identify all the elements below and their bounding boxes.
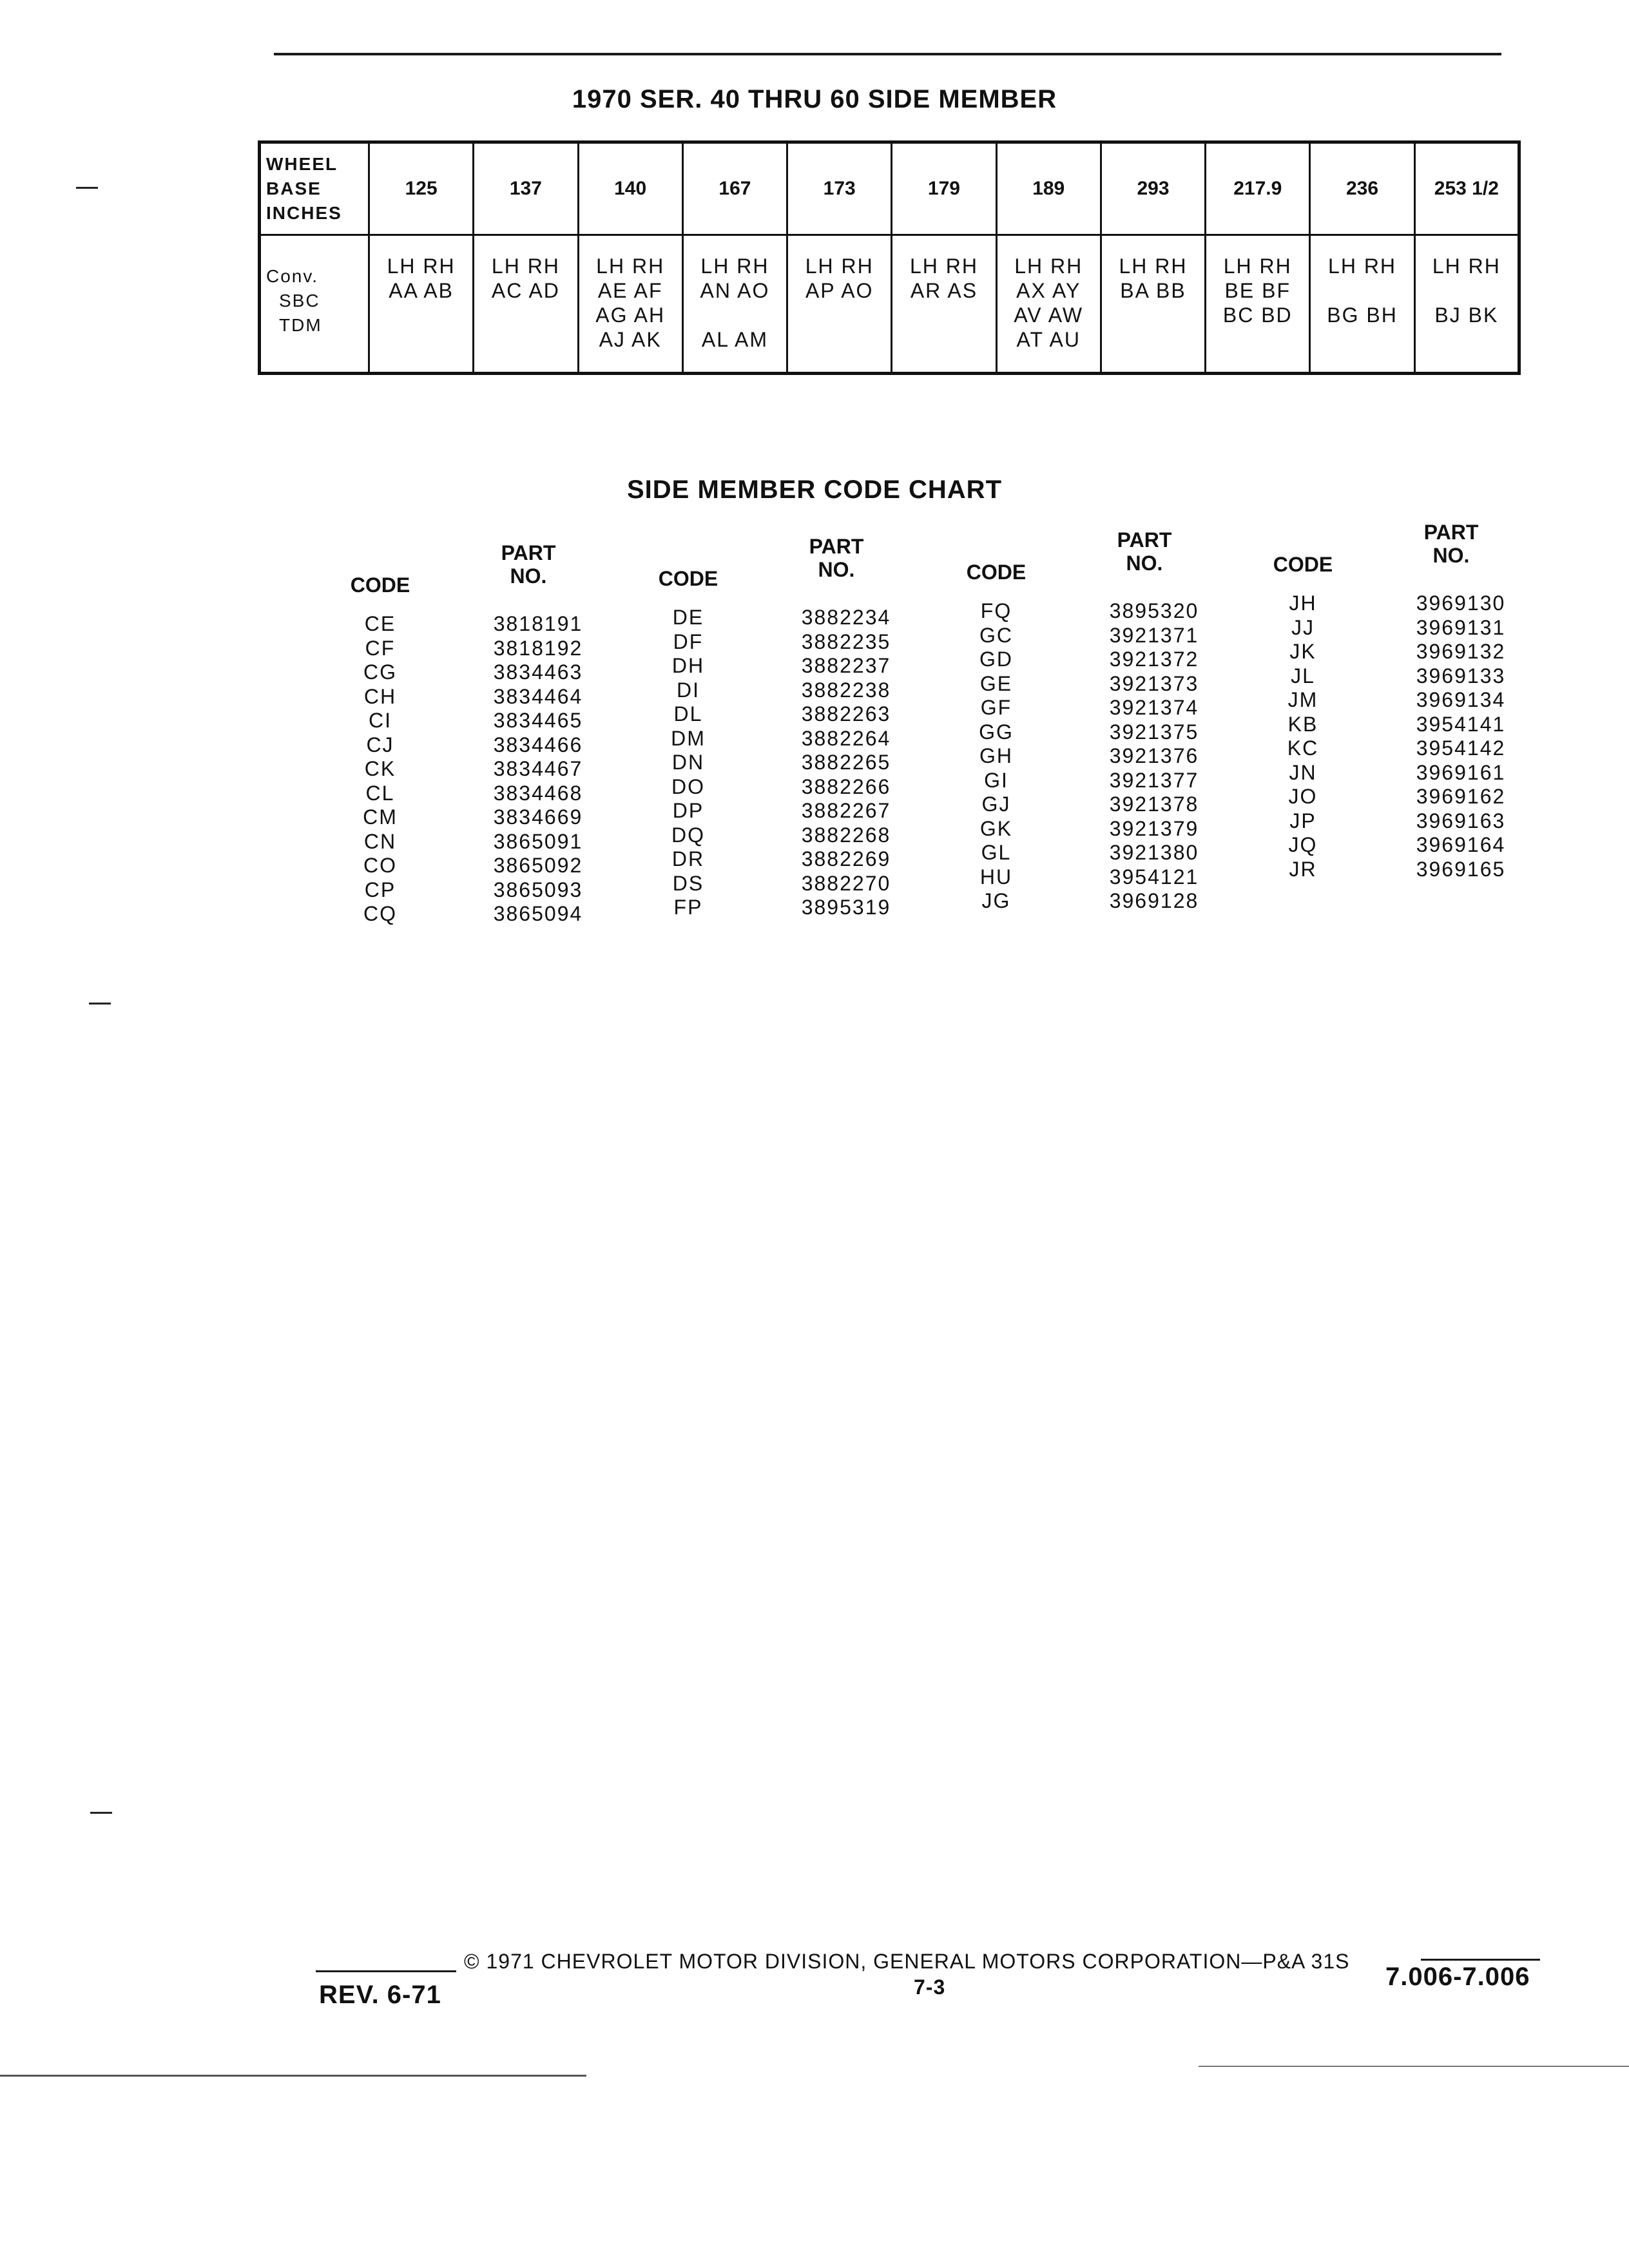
code-cell: LH RH AN AO AL AM xyxy=(682,235,787,374)
code-value: DH xyxy=(671,654,705,678)
section-number: 7.006-7.006 xyxy=(1385,1963,1530,1991)
code-rows xyxy=(322,612,631,927)
part-number-value: 3969161 xyxy=(1416,760,1506,784)
code-value: GE xyxy=(979,671,1013,695)
code-value: JO xyxy=(1288,785,1318,809)
part-number-value: 3921371 xyxy=(1109,623,1199,647)
part-number-value: 3969165 xyxy=(1416,857,1506,881)
code-value: JR xyxy=(1289,857,1317,881)
list-item xyxy=(938,720,1248,745)
list-item xyxy=(938,624,1248,648)
part-number-value: 3969130 xyxy=(1416,591,1506,615)
wheelbase-col-253-half: 253 1/2 xyxy=(1414,142,1519,235)
code-cell: LH RH BE BF BC BD xyxy=(1206,235,1310,374)
list-item xyxy=(630,751,940,775)
list-item xyxy=(1245,761,1554,785)
code-cell: LH RH AA AB xyxy=(369,235,474,374)
part-column-header: PART NO. xyxy=(1117,528,1172,575)
code-value: CQ xyxy=(363,902,397,926)
part-number-value: 3969131 xyxy=(1416,615,1506,639)
list-item xyxy=(1245,785,1554,809)
code-value: DN xyxy=(671,751,705,774)
part-number-value: 3921376 xyxy=(1109,744,1199,768)
body-row-header: Conv. SBC TDM xyxy=(260,235,369,374)
part-number-value: 3921377 xyxy=(1109,768,1199,792)
part-number-value: 3969164 xyxy=(1416,833,1506,857)
list-item xyxy=(1245,736,1554,761)
code-value: JL xyxy=(1291,664,1315,687)
code-value: FQ xyxy=(980,599,1012,623)
part-number-value: 3818191 xyxy=(493,612,583,636)
code-value: CE xyxy=(364,612,396,636)
code-rows xyxy=(1245,591,1554,881)
part-number-value: 3882238 xyxy=(801,678,891,702)
wheelbase-col-293: 293 xyxy=(1101,142,1205,235)
code-cell: LH RH BA BB xyxy=(1101,235,1205,374)
code-value: HU xyxy=(979,865,1013,889)
part-number-value: 3954141 xyxy=(1416,712,1506,736)
list-item xyxy=(630,678,940,703)
part-number-value: 3921380 xyxy=(1109,841,1199,865)
part-number-value: 3865092 xyxy=(493,854,583,878)
part-number-value: 3865093 xyxy=(493,878,583,901)
part-number-value: 3954121 xyxy=(1109,865,1199,889)
part-number-value: 3882266 xyxy=(801,774,891,798)
list-item xyxy=(1245,858,1554,882)
part-number-value: 3834466 xyxy=(493,733,583,756)
list-item xyxy=(630,823,940,848)
part-number-value: 3865094 xyxy=(493,902,583,926)
wheelbase-col-125: 125 xyxy=(369,142,474,235)
table-title: 1970 SER. 40 THRU 60 SIDE MEMBER xyxy=(572,85,1057,113)
part-number-value: 3882270 xyxy=(801,871,891,895)
list-item xyxy=(938,744,1248,769)
wheelbase-col-179: 179 xyxy=(892,142,996,235)
code-value: DO xyxy=(671,774,705,798)
list-item xyxy=(938,696,1248,720)
code-value: CI xyxy=(369,709,392,733)
list-item xyxy=(630,727,940,751)
code-column-header: CODE xyxy=(966,561,1027,584)
part-number-value: 3921372 xyxy=(1109,648,1199,671)
part-column-header: PART NO. xyxy=(501,541,556,588)
code-value: DE xyxy=(672,606,704,629)
part-number-value: 3834465 xyxy=(493,709,583,733)
part-number-value: 3921375 xyxy=(1109,720,1199,744)
code-cell: LH RH BJ BK xyxy=(1414,235,1519,374)
part-number-value: 3969133 xyxy=(1416,664,1506,687)
code-value: CH xyxy=(363,684,397,708)
code-value: JK xyxy=(1289,640,1316,664)
list-item xyxy=(630,775,940,800)
code-value: CG xyxy=(363,660,397,684)
code-value: DQ xyxy=(671,823,705,847)
wheelbase-col-140: 140 xyxy=(578,142,682,235)
code-column-header: CODE xyxy=(658,567,718,590)
code-cell: LH RH AR AS xyxy=(892,235,996,374)
list-item xyxy=(938,599,1248,624)
list-item xyxy=(322,878,631,903)
list-item xyxy=(630,702,940,727)
part-number-value: 3882267 xyxy=(801,799,891,823)
top-rule xyxy=(274,53,1501,55)
code-value: DR xyxy=(671,847,705,871)
wheelbase-col-167: 167 xyxy=(682,142,787,235)
code-value: DS xyxy=(672,871,704,895)
code-value: FP xyxy=(673,896,703,919)
code-column-header: CODE xyxy=(1273,553,1333,576)
code-value: GF xyxy=(980,696,1012,720)
list-item xyxy=(1245,688,1554,713)
code-value: JN xyxy=(1289,760,1317,784)
code-value: CL xyxy=(365,781,395,805)
list-item xyxy=(322,782,631,806)
list-item xyxy=(322,685,631,709)
code-rows xyxy=(630,606,940,920)
wheelbase-col-217-9: 217.9 xyxy=(1206,142,1310,235)
code-value: DI xyxy=(677,678,700,702)
list-item xyxy=(630,630,940,655)
wheelbase-header-row xyxy=(260,142,1519,235)
code-value: JH xyxy=(1289,591,1317,615)
margin-tick xyxy=(90,1812,112,1814)
part-number-value: 3882263 xyxy=(801,702,891,726)
copyright-line: © 1971 CHEVROLET MOTOR DIVISION, GENERAL MOTORS CORPORATION—P&A 31S xyxy=(464,1950,1350,1973)
list-item xyxy=(322,830,631,854)
list-item xyxy=(1245,833,1554,858)
part-number-value: 3921374 xyxy=(1109,696,1199,720)
wheelbase-col-236: 236 xyxy=(1310,142,1414,235)
code-cell: LH RH AX AY AV AW AT AU xyxy=(996,235,1101,374)
list-item xyxy=(630,872,940,896)
part-number-value: 3834468 xyxy=(493,781,583,805)
code-value: DL xyxy=(673,702,703,726)
list-item xyxy=(938,865,1248,890)
margin-tick xyxy=(89,1003,111,1004)
scan-line-left xyxy=(0,2075,586,2077)
part-number-value: 3882237 xyxy=(801,654,891,678)
part-number-value: 3882235 xyxy=(801,629,891,653)
list-item xyxy=(630,606,940,630)
list-item xyxy=(1245,616,1554,640)
part-number-value: 3882265 xyxy=(801,751,891,774)
list-item xyxy=(938,648,1248,672)
code-value: JM xyxy=(1287,688,1318,712)
footer-rule-right xyxy=(1421,1959,1540,1961)
part-number-value: 3969128 xyxy=(1109,889,1199,913)
code-column-header: CODE xyxy=(350,573,410,597)
code-value: DP xyxy=(672,799,704,823)
list-item xyxy=(322,854,631,878)
list-item xyxy=(938,672,1248,697)
list-item xyxy=(938,889,1248,914)
part-number-value: 3895320 xyxy=(1109,599,1199,623)
code-value: GI xyxy=(984,768,1008,792)
scan-line-right xyxy=(1199,2066,1629,2067)
code-cell: LH RH AE AF AG AH AJ AK xyxy=(578,235,682,374)
part-number-value: 3834467 xyxy=(493,757,583,781)
page-number: 7-3 xyxy=(914,1975,946,1999)
code-value: JP xyxy=(1289,809,1316,832)
list-item xyxy=(630,654,940,678)
list-item xyxy=(1245,664,1554,689)
list-item xyxy=(322,757,631,782)
code-value: CK xyxy=(364,757,396,781)
part-column-header: PART NO. xyxy=(1423,521,1479,567)
part-number-value: 3969163 xyxy=(1416,809,1506,832)
part-number-value: 3969132 xyxy=(1416,640,1506,664)
list-item xyxy=(322,733,631,758)
part-number-value: 3895319 xyxy=(801,896,891,919)
code-value: GL xyxy=(981,841,1012,865)
code-rows xyxy=(938,599,1248,914)
code-value: KC xyxy=(1287,736,1319,760)
part-number-value: 3969134 xyxy=(1416,688,1506,712)
code-value: GD xyxy=(979,648,1013,671)
list-item xyxy=(322,902,631,927)
wheelbase-col-173: 173 xyxy=(787,142,892,235)
part-number-value: 3921378 xyxy=(1109,793,1199,816)
code-value: CP xyxy=(364,878,396,901)
code-value: JJ xyxy=(1291,615,1315,639)
code-value: CO xyxy=(363,854,397,878)
part-column-header: PART NO. xyxy=(809,535,864,581)
list-item xyxy=(1245,713,1554,737)
code-value: GG xyxy=(979,720,1014,744)
code-value: GJ xyxy=(981,793,1011,816)
list-item xyxy=(938,841,1248,865)
part-number-value: 3865091 xyxy=(493,829,583,853)
wheelbase-row-header: WHEEL BASE INCHES xyxy=(260,142,369,235)
list-item xyxy=(938,793,1248,817)
code-value: DM xyxy=(671,726,706,750)
margin-tick xyxy=(76,187,98,189)
list-item xyxy=(630,799,940,823)
part-number-value: 3834669 xyxy=(493,805,583,829)
part-number-value: 3882264 xyxy=(801,726,891,750)
code-value: CJ xyxy=(366,733,394,756)
code-value: GH xyxy=(979,744,1013,768)
wheelbase-body-row xyxy=(260,235,1519,374)
wheelbase-col-137: 137 xyxy=(474,142,578,235)
part-number-value: 3882234 xyxy=(801,606,891,629)
list-item xyxy=(322,709,631,733)
part-number-value: 3921379 xyxy=(1109,816,1199,840)
part-number-value: 3969162 xyxy=(1416,785,1506,809)
code-cell: LH RH AC AD xyxy=(474,235,578,374)
code-value: JQ xyxy=(1288,833,1318,857)
chart-title: SIDE MEMBER CODE CHART xyxy=(626,476,1003,504)
list-item xyxy=(938,817,1248,841)
part-number-value: 3954142 xyxy=(1416,736,1506,760)
list-item xyxy=(322,612,631,637)
code-value: JG xyxy=(981,889,1011,913)
wheelbase-table xyxy=(258,140,1521,375)
list-item xyxy=(1245,640,1554,664)
list-item xyxy=(322,660,631,685)
footer-rule-left xyxy=(316,1970,456,1972)
list-item xyxy=(1245,591,1554,616)
code-cell: LH RH AP AO xyxy=(787,235,892,374)
part-number-value: 3882268 xyxy=(801,823,891,847)
part-number-value: 3834463 xyxy=(493,660,583,684)
code-value: DF xyxy=(673,629,704,653)
code-cell: LH RH BG BH xyxy=(1310,235,1414,374)
revision-label: REV. 6-71 xyxy=(319,1981,441,2009)
code-value: CF xyxy=(365,636,396,660)
code-value: CM xyxy=(363,805,398,829)
list-item xyxy=(1245,809,1554,834)
list-item xyxy=(630,896,940,920)
list-item xyxy=(938,769,1248,793)
part-number-value: 3921373 xyxy=(1109,671,1199,695)
list-item xyxy=(322,637,631,661)
code-value: GK xyxy=(979,816,1013,840)
part-number-value: 3834464 xyxy=(493,684,583,708)
part-number-value: 3882269 xyxy=(801,847,891,871)
code-value: KB xyxy=(1287,712,1318,736)
list-item xyxy=(322,805,631,830)
wheelbase-col-189: 189 xyxy=(996,142,1101,235)
part-number-value: 3818192 xyxy=(493,636,583,660)
code-value: CN xyxy=(363,829,397,853)
list-item xyxy=(630,847,940,872)
code-value: GC xyxy=(979,623,1013,647)
